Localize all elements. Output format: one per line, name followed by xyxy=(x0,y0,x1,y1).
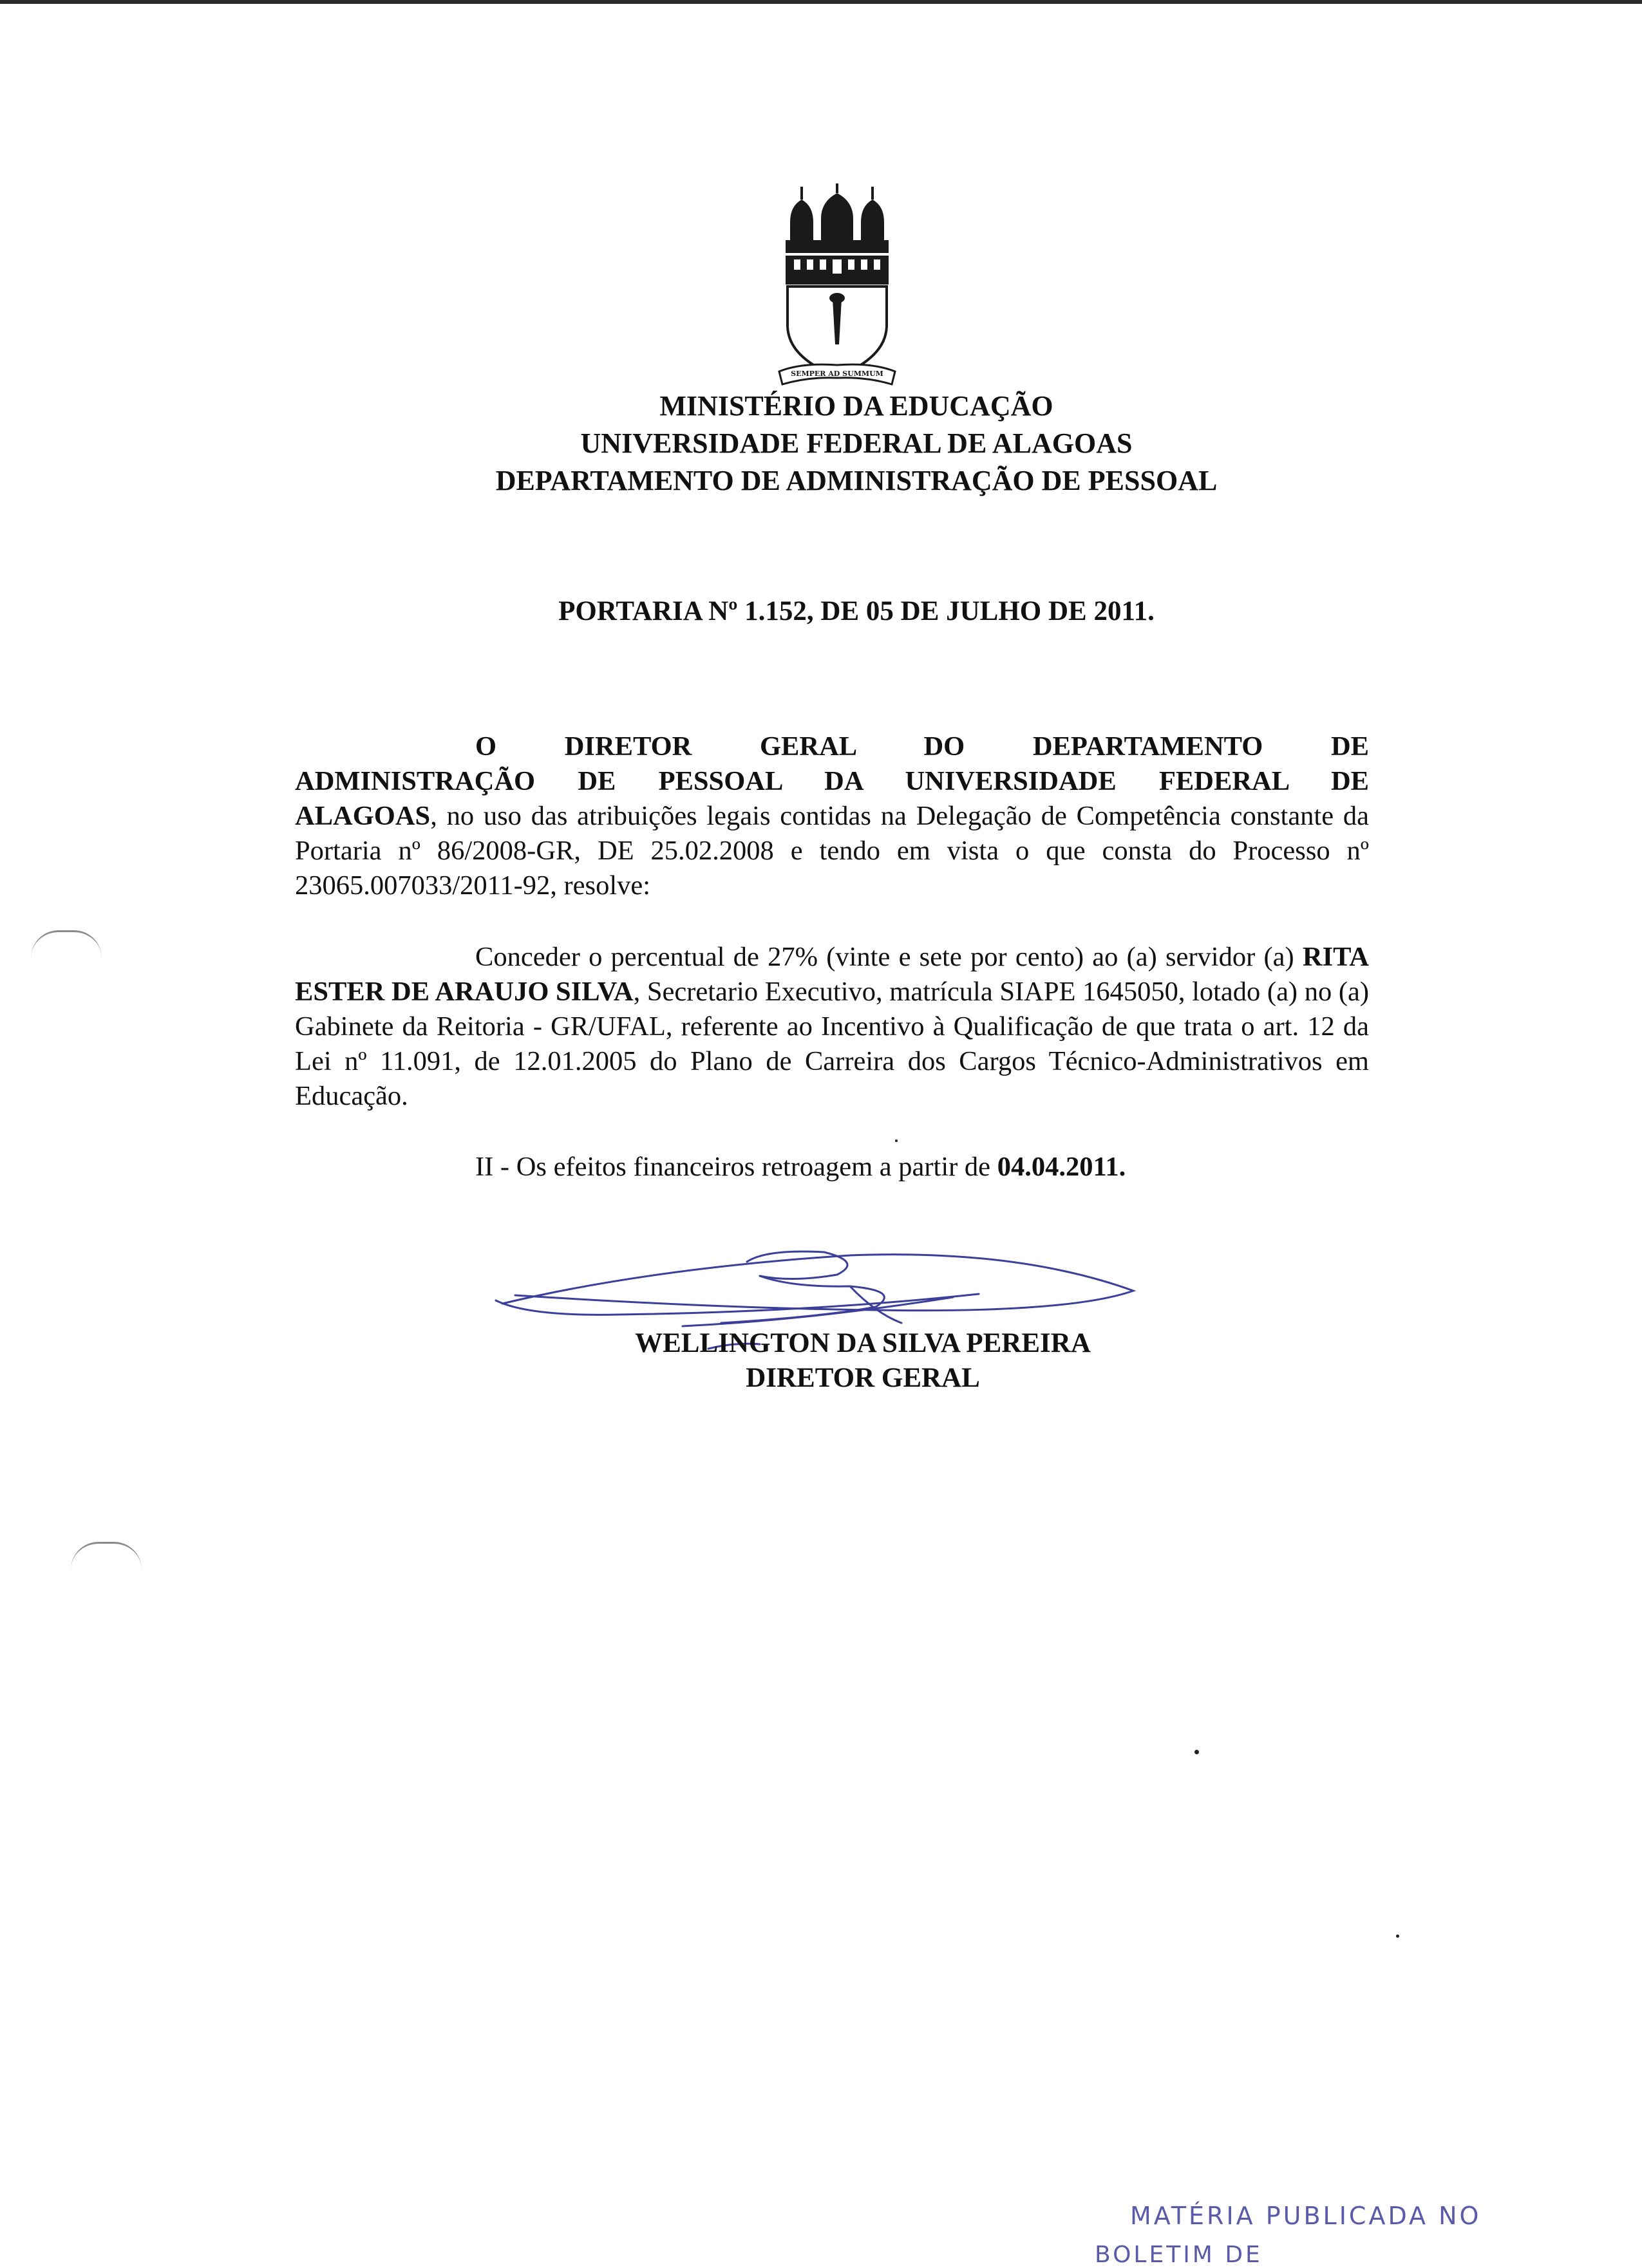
university-name: UNIVERSIDADE FEDERAL DE ALAGOAS xyxy=(580,427,1133,459)
publication-stamp: MATÉRIA PUBLICADA NO xyxy=(1130,2202,1482,2230)
scan-top-edge xyxy=(0,0,1642,4)
preamble-paragraph xyxy=(295,729,1369,903)
scan-speck xyxy=(895,1139,898,1142)
university-crest-logo xyxy=(776,183,898,389)
article-two-paragraph xyxy=(475,1151,1126,1183)
punch-hole-mark xyxy=(31,930,102,958)
svg-text:SEMPER AD SUMMUM: SEMPER AD SUMMUM xyxy=(791,370,883,378)
department-name: DEPARTAMENTO DE ADMINISTRAÇÃO DE PESSOAL xyxy=(495,465,1218,496)
scan-speck xyxy=(1194,1750,1199,1754)
article-one-paragraph xyxy=(295,940,1369,1114)
article-two-text: II - Os efeitos financeiros retroagem a partir de xyxy=(475,1152,997,1182)
signer-title: DIRETOR GERAL xyxy=(746,1363,980,1393)
preamble-lead-line xyxy=(295,729,1369,764)
scan-speck xyxy=(1396,1935,1399,1938)
portaria-title: PORTARIA Nº 1.152, DE 05 DE JULHO DE 2011. xyxy=(558,596,1155,626)
preamble-body xyxy=(295,799,1369,903)
director-title-text: O DIRETOR GERAL DO DEPARTAMENTO DE xyxy=(475,731,1369,762)
signer-name: WELLINGTON DA SILVA PEREIRA xyxy=(635,1328,1091,1358)
preamble-lead-line xyxy=(295,764,1369,799)
signer-block xyxy=(528,1326,1198,1396)
ministry-name: MINISTÉRIO DA EDUCAÇÃO xyxy=(659,390,1053,422)
article-one-body xyxy=(295,940,1369,1114)
publication-stamp-line2: BOLETIM DE xyxy=(1095,2242,1263,2268)
department-title-text: ADMINISTRAÇÃO DE PESSOAL DA UNIVERSIDADE FEDERAL DE xyxy=(295,766,1369,796)
punch-hole-mark xyxy=(71,1542,142,1570)
organization-end-text: ALAGOAS xyxy=(295,801,431,831)
header-block xyxy=(386,388,1326,500)
employee-name: RITA ESTER DE ARAUJO SILVA xyxy=(295,942,1369,1007)
article-one-text: , Secretario Executivo, matrícula SIAPE 1645050, lotado (a) no (a) Gabinete da Reitoria - GR/UFAL, referente ao Incentivo à Qualificação de que trata o art. 12 da Lei nº 11.091, de 12.01.2005 do Plano de Carreira dos Cargos Técnico-Administrativos em Educação. xyxy=(295,977,1370,1111)
effective-date: 04.04.2011. xyxy=(997,1152,1126,1182)
article-one-intro: Conceder o percentual de 27% (vinte e sete por cento) ao (a) servidor (a) xyxy=(475,942,1294,972)
preamble-text: , no uso das atribuições legais contidas na Delegação de Competência constante da Portaria nº 86/2008-GR, DE 25.02.2008 e tendo em vista o que consta do Processo nº 23065.007033/2011-92, resolve: xyxy=(295,801,1369,901)
